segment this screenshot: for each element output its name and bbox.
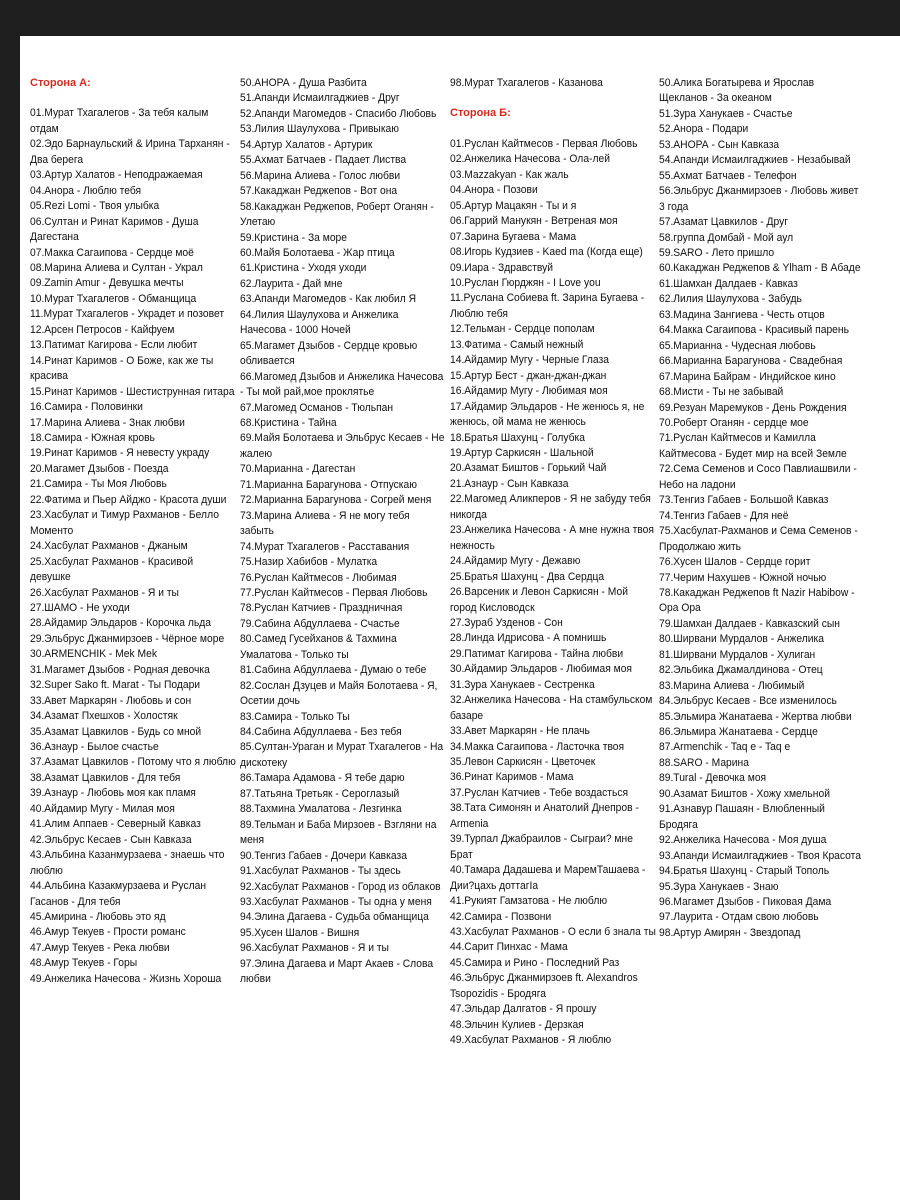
track-item: 55.Ахмат Батчаев - Телефон [659,169,797,182]
track-item: 19.Артур Саркисян - Шальной [450,446,594,459]
track-item: 21.Азнаур - Сын Кавказа [450,477,569,490]
track-item: 65.Марианна - Чудесная любовь [659,339,816,352]
track-item: 36.Ринат Каримов - Мама [450,771,574,784]
track-item: 17.Марина Алиева - Знак любви [30,416,185,429]
track-item: 07.Макка Сагаипова - Сердце моё [30,246,194,259]
track-item: 70.Роберт Оганян - сердце мое [659,416,809,429]
track-item: 10.Руслан Гюрджян - I Love you [450,276,601,289]
track-item: 94.Элина Дагаева - Судьба обманщица [240,911,429,924]
track-item: 31.Зура Ханукаев - Сестренка [450,678,595,691]
track-item: 69.Резуан Маремуков - День Рождения [659,401,847,414]
column-2 [240,76,446,988]
track-item: 20.Магамет Дзыбов - Поезда [30,462,169,475]
track-item: 33.Авет Маркарян - Любовь и сон [30,694,192,707]
track-item: 89.Tural - Девочка моя [659,772,767,785]
track-item: 45.Самира и Рино - Последний Раз [450,956,620,969]
track-item: 63.Апанди Магомедов - Как любил Я [240,293,417,306]
track-item: 03.Mazzakyan - Как жаль [450,168,569,181]
track-item: 16.Самира - Половинки [30,401,143,414]
track-item: 45.Амирина - Любовь это яд [30,911,166,924]
track-item: 09.Zamin Amur - Девушка мечты [30,277,184,290]
track-item: 75.Хасбулат-Рахманов и Сема Семенов - Продолжаю жить [659,525,858,553]
track-item: 26.Хасбулат Рахманов - Я и ты [30,586,179,599]
track-item: 85.Эльмира Жанатаева - Жертва любви [659,710,852,723]
track-item: 42.Эльбрус Кесаев - Сын Кавказа [30,833,192,846]
track-item: 15.Артур Бест - джан-джан-джан [450,369,607,382]
track-item: 97.Лаурита - Отдам свою любовь [659,911,819,924]
column-3 [450,76,656,1049]
track-item: 80.Ширвани Мурдалов - Анжелика [659,633,825,646]
track-item: 30.ARMENCHIK - Mek Mek [30,648,157,661]
track-item: 10.Мурат Тхагалегов - Обманщица [30,292,197,305]
track-item: 22.Магомед Аликперов - Я не забуду тебя никогда [450,493,651,521]
track-item: 31.Магамет Дзыбов - Родная девочка [30,663,210,676]
track-item: 55.Ахмат Батчаев - Падает Листва [240,154,407,167]
track-item: 78.Какаджан Реджепов ft Nazir Habibow - Opa Opa [659,586,855,615]
track-item: 17.Айдамир Эльдаров - Не женюсь я, не женюсь, ой мама не женюсь [450,400,645,429]
track-item: 11.Мурат Тхагалегов - Украдет и позовет [30,308,225,321]
track-item: 46.Эльбрус Джанмирзоев ft. Alexandros Tsopozidis - Бродяга [450,972,638,1000]
track-item: 28.Линда Идрисова - А помнишь [450,632,607,645]
track-item: 48.Амур Текуев - Горы [30,957,138,970]
track-item: 97.Элина Дагаева и Март Акаев - Слова любви [240,957,434,986]
track-item: 66.Марианна Барагунова - Свадебная [659,355,843,368]
track-item: 42.Самира - Позвони [450,910,552,923]
track-item: 77.Черим Нахушев - Южной ночью [659,571,827,584]
track-item: 60.Какаджан Реджепов & Ylham - В Абаде [659,262,861,275]
track-item: 53.АНОРА - Сын Кавказа [659,138,780,151]
track-item: 63.Мадина Зангиева - Честь отцов [659,308,825,321]
track-item: 04.Анора - Люблю тебя [30,184,142,197]
track-item: 49.Анжелика Начесова - Жизнь Хороша [30,972,222,985]
track-item: 85.Султан-Ураган и Мурат Тхагалегов - На дискотеку [240,741,444,769]
track-item: 47.Эльдар Далгатов - Я прошу [450,1003,597,1016]
track-item: 51.Апанди Исмаилгаджиев - Друг [240,92,400,105]
track-item: 43.Хасбулат Рахманов - О если б знала ты [450,926,656,939]
track-item: 71.Марианна Барагунова - Отпускаю [240,478,417,491]
track-item: 18.Самира - Южная кровь [30,431,155,444]
track-item: 49.Хасбулат Рахманов - Я люблю [450,1034,612,1047]
left-dark-band [0,36,20,1200]
track-item: 19.Ринат Каримов - Я невесту украду [30,447,210,460]
track-item: 73.Марина Алиева - Я не могу тебя забыть [240,509,410,538]
track-item: 16.Айдамир Мугу - Любимая моя [450,385,608,398]
track-item: 13.Патимат Кагирова - Если любит [30,339,198,352]
track-item: 95.Хусен Шалов - Вишня [240,926,360,939]
track-item: 61.Шамхан Далдаев - Кавказ [659,277,798,290]
track-item: 08.Игорь Кудзиев - Kaed ma (Когда еще) [450,246,643,259]
track-item: 83.Самира - Только Ты [240,710,350,723]
track-item: 34.Макка Сагаипова - Ласточка твоя [450,740,625,753]
track-item: 70.Марианна - Дагестан [240,463,356,476]
track-item: 53.Лилия Шаулухова - Привыкаю [240,123,400,136]
track-item: 98.Артур Амирян - Звездопад [659,926,801,939]
track-item: 73.Тенгиз Габаев - Большой Кавказ [659,494,829,507]
track-item: 78.Руслан Катчиев - Праздничная [240,602,403,615]
track-item: 68.Кристина - Тайна [240,416,337,429]
track-item: 41.Алим Аппаев - Северный Кавказ [30,818,201,831]
track-item: 87.Татьяна Третьяк - Сероглазый [240,787,400,800]
track-item: 58.Какаджан Реджепов, Роберт Оганян - Улетаю [240,200,434,229]
track-item: 05.Артур Мацакян - Ты и я [450,199,577,212]
track-item: 95.Зура Ханукаев - Знаю [659,880,779,893]
track-item: 57.Какаджан Реджепов - Вот она [240,185,398,198]
track-item: 72.Марианна Барагунова - Согрей меня [240,494,432,507]
track-item: 92.Анжелика Начесова - Моя душа [659,834,827,847]
track-item: 24.Хасбулат Рахманов - Джаным [30,540,188,553]
column-1 [30,76,236,987]
track-item: 83.Марина Алиева - Любимый [659,679,805,692]
track-item: 79.Шамхан Далдаев - Кавказский сын [659,617,840,630]
track-item: 04.Анора - Позови [450,184,538,197]
track-item: 64.Лилия Шаулухова и Анжелика Начесова - 1000 Ночей [240,308,399,337]
track-item: 66.Магомед Дзыбов и Анжелика Начесова - Ты мой рай,мое проклятье [240,370,444,399]
track-item: 57.Азамат Цавкилов - Друг [659,216,789,229]
track-item: 98.Мурат Тхагалегов - Казанова [450,77,603,89]
track-item: 60.Майя Болотаева - Жар птица [240,246,395,259]
track-item: 46.Амур Текуев - Прости романс [30,926,186,939]
track-item: 86.Тамара Адамова - Я тебе дарю [240,772,405,785]
track-item: 23.Анжелика Начесова - А мне нужна твоя нежность [450,524,654,552]
track-item: 44.Сарит Пинхас - Мама [450,941,568,954]
track-item: 86.Эльмира Жанатаева - Сердце [659,726,818,739]
track-item: 65.Магамет Дзыбов - Сердце кровью обливается [240,339,418,368]
track-item: 69.Майя Болотаева и Эльбрус Кесаев - Не жалею [240,432,445,460]
track-item: 01.Руслан Кайтмесов - Первая Любовь [450,137,638,150]
track-item: 26.Варсеник и Левон Саркисян - Мой город Кисловодск [450,586,628,614]
side-b-heading: Сторона Б: [450,107,511,120]
track-item: 76.Руслан Кайтмесов - Любимая [240,571,397,584]
track-item: 79.Сабина Абдуллаева - Счастье [240,617,400,630]
track-item: 32.Super Sako ft. Marat - Ты Подари [30,679,201,692]
track-item: 41.Рукият Гамзатова - Не люблю [450,895,608,908]
side-a-heading: Сторона А: [30,77,91,89]
track-item: 14.Айдамир Мугу - Черные Глаза [450,354,609,367]
track-item: 39.Турпал Джабраилов - Сыграи? мне Брат [450,833,633,861]
track-item: 93.Апанди Исмаилгаджиев - Твоя Красота [659,849,861,862]
track-item: 36.Азнаур - Былое счастье [30,741,159,754]
track-item: 40.Айдамир Мугу - Милая моя [30,802,175,815]
track-item: 62.Лилия Шаулухова - Забудь [659,293,802,306]
track-item: 02.Анжелика Начесова - Ола-лей [450,153,610,166]
track-item: 08.Марина Алиева и Султан - Украл [30,261,203,274]
track-item: 84.Сабина Абдуллаева - Без тебя [240,726,402,739]
track-item: 13.Фатима - Самый нежный [450,338,584,351]
track-item: 67.Магомед Османов - Тюльпан [240,401,394,414]
track-item: 24.Айдамир Мугу - Дежавю [450,555,581,568]
track-item: 18.Братья Шахунц - Голубка [450,431,585,444]
track-item: 93.Хасбулат Рахманов - Ты одна у меня [240,896,432,909]
track-item: 23.Хасбулат и Тимур Рахманов - Белло Моменто [30,509,219,537]
track-item: 96.Хасбулат Рахманов - Я и ты [240,942,389,955]
track-item: 15.Ринат Каримов - Шестиструнная гитара [30,385,235,398]
track-item: 22.Фатима и Пьер Айджо - Красота души [30,493,227,506]
track-item: 43.Альбина Казанмурзаева - знаешь что люблю [30,849,225,877]
track-item: 82.Эльбика Джамалдинова - Отец [659,664,823,677]
track-item: 05.Rezi Lomi - Твоя улыбка [30,200,160,213]
track-item: 47.Амур Текуев - Река любви [30,941,170,954]
track-item: 90.Тенгиз Габаев - Дочери Кавказа [240,849,407,862]
track-item: 32.Анжелика Начесова - На стамбульском базаре [450,694,653,722]
track-item: 68.Мисти - Ты не забывай [659,386,784,399]
track-item: 74.Мурат Тхагалегов - Расставания [240,540,410,553]
track-item: 38.Азамат Цавкилов - Для тебя [30,771,181,784]
track-item: 02.Эдо Барнаульский & Ирина Тарханян - Два берега [30,138,230,166]
track-item: 59.SARO - Лето пришло [659,246,775,259]
track-item: 27.Зураб Узденов - Сон [450,616,563,629]
track-item: 01.Мурат Тхагалегов - За тебя калым отдам [30,107,209,135]
track-item: 88.SARO - Марина [659,756,749,769]
track-item: 28.Айдамир Эльдаров - Корочка льда [30,617,211,630]
track-item: 58.группа Домбай - Мой аул [659,231,794,244]
track-item: 87.Armenchik - Taq e - Taq e [659,741,791,754]
track-item: 67.Марина Байрам - Индийское кино [659,370,836,383]
track-item: 90.Азамат Биштов - Хожу хмельной [659,787,830,800]
track-item: 06.Гаррий Манукян - Ветреная моя [450,215,618,228]
track-item: 54.Артур Халатов - Артурик [240,138,373,151]
track-item: 20.Азамат Биштов - Горький Чай [450,462,607,475]
track-item: 62.Лаурита - Дай мне [240,277,343,290]
track-item: 50.Алика Богатырева и Ярослав Щекланов - За океаном [659,77,815,105]
track-item: 84.Эльбрус Кесаев - Все изменилось [659,695,837,708]
track-item: 35.Левон Саркисян - Цветочек [450,756,596,769]
track-item: 07.Зарина Бугаева - Мама [450,230,577,243]
track-item: 61.Кристина - Уходя уходи [240,262,367,275]
track-item: 35.Азамат Цавкилов - Будь со мной [30,725,202,738]
track-item: 33.Авет Маркарян - Не плачь [450,725,590,738]
track-item: 29.Патимат Кагирова - Тайна любви [450,647,624,660]
track-item: 77.Руслан Кайтмесов - Первая Любовь [240,586,428,599]
track-item: 37.Азамат Цавкилов - Потому что я люблю [30,756,236,769]
track-item: 03.Артур Халатов - Неподражаемая [30,169,203,182]
track-item: 44.Альбина Казакмурзаева и Руслан Гасанов - Для тебя [30,880,207,908]
track-item: 25.Братья Шахунц - Два Сердца [450,570,605,583]
track-item: 48.Эльчин Кулиев - Дерзкая [450,1018,584,1031]
track-item: 51.Зура Ханукаев - Счастье [659,107,793,120]
track-item: 91.Азнавур Пашаян - Влюбленный Бродяга [659,803,825,831]
track-item: 38.Тата Симонян и Анатолий Днепров - Armenia [450,802,639,830]
track-item: 76.Хусен Шалов - Сердце горит [659,556,811,569]
track-item: 40.Тамара Дадашева и МаремТашаева - Дии?цахь доттагIа [450,864,646,892]
track-item: 94.Братья Шахунц - Старый Тополь [659,865,830,878]
track-item: 80.Самед Гусейханов & Тахмина Умалатова - Только ты [240,633,397,661]
track-item: 25.Хасбулат Рахманов - Красивой девушке [30,555,194,584]
track-item: 09.Иара - Здравствуй [450,261,554,274]
track-item: 12.Арсен Петросов - Кайфуем [30,323,175,336]
track-item: 52.Анора - Подари [659,123,749,136]
track-item: 50.АНОРА - Душа Разбита [240,77,367,89]
track-item: 82.Сослан Дзуцев и Майя Болотаева - Я, Осетии дочь [240,679,438,708]
track-item: 59.Кристина - За море [240,231,347,244]
track-item: 64.Макка Сагаипова - Красивый парень [659,324,849,337]
track-item: 74.Тенгиз Габаев - Для неё [659,509,789,522]
track-item: 21.Самира - Ты Моя Любовь [30,478,167,491]
track-item: 37.Руслан Катчиев - Тебе воздасться [450,786,629,799]
track-item: 06.Султан и Ринат Каримов - Душа Дагестана [30,215,199,244]
track-item: 14.Ринат Каримов - О Боже, как же ты красива [30,354,214,383]
track-item: 30.Айдамир Эльдаров - Любимая моя [450,663,633,676]
track-item: 91.Хасбулат Рахманов - Ты здесь [240,865,401,878]
track-item: 72.Сема Семенов и Сосо Павлиашвили - Небо на ладони [659,463,857,491]
track-item: 56.Эльбрус Джанмирзоев - Любовь живет 3 года [659,185,859,213]
track-item: 11.Руслана Собиева ft. Зарина Бугаева - Люблю тебя [450,292,645,320]
track-item: 81.Сабина Абдуллаева - Думаю о тебе [240,664,427,677]
track-item: 56.Марина Алиева - Голос любви [240,169,401,182]
track-item: 71.Руслан Кайтмесов и Камилла Кайтмесова - Будет мир на всей Земле [659,432,847,460]
track-item: 27.ШАМО - Не уходи [30,601,130,614]
track-item: 54.Апанди Исмаилгаджиев - Незабывай [659,154,851,167]
track-item: 52.Апанди Магомедов - Спасибо Любовь [240,107,437,120]
track-item: 88.Тахмина Умалатова - Лезгинка [240,803,402,816]
track-item: 81.Ширвани Мурдалов - Хулиган [659,648,816,661]
track-item: 96.Магамет Дзыбов - Пиковая Дама [659,896,832,909]
top-dark-band [0,0,900,36]
column-4 [659,76,865,941]
track-item: 89.Тельман и Баба Мирзоев - Взгляни на меня [240,818,437,847]
track-item: 39.Азнаур - Любовь моя как пламя [30,787,196,800]
track-item: 12.Тельман - Сердце пополам [450,323,595,336]
track-item: 29.Эльбрус Джанмирзоев - Чёрное море [30,632,225,645]
track-item: 92.Хасбулат Рахманов - Город из облаков [240,880,441,893]
track-item: 34.Азамат Пхешхов - Холостяк [30,710,178,723]
track-item: 75.Назир Хабибов - Мулатка [240,556,378,569]
